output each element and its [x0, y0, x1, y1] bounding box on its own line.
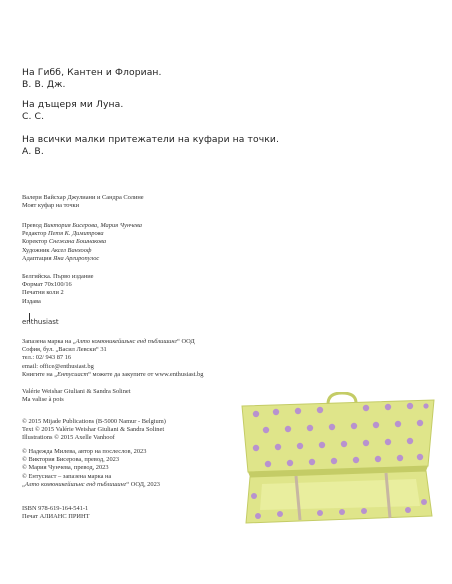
enthusiast-logo: enthusiast [22, 318, 59, 326]
polka-dot-suitcase-illustration [236, 392, 436, 527]
print-sheets-line: Печатни коли 2 [22, 289, 64, 297]
edition-block [22, 273, 94, 306]
dedication-initials: С. С. [22, 111, 45, 122]
dedication-3 [22, 134, 279, 158]
copyright-line: © Виктория Бисерова, превод, 2023 [22, 456, 120, 464]
copyright-line: © Ентусиаст – запазена марка на [22, 472, 112, 480]
copyright-line: © 2015 Mijade Publications (B-5000 Namur - Belgium) [22, 418, 166, 425]
copyright-line: Text © 2015 Valérie Weishar Giuliani & Sandra Solinet [22, 426, 165, 434]
email-line: email: office@enthusiast.bg [22, 362, 94, 370]
dedication-1 [22, 67, 162, 91]
original-copyright-block [22, 418, 166, 443]
dedication-text: На всички малки притежатели на куфари на точки. [22, 134, 279, 145]
credit-editor: Редактор Петя К. Димитрова [22, 230, 104, 238]
logo-mark [29, 313, 30, 322]
publisher-label: Издава [22, 297, 41, 305]
original-title-block [22, 388, 131, 404]
bg-copyright-block [22, 448, 160, 489]
copyright-line: © Надежда Милева, автор на послеслов, 2023 [22, 448, 147, 455]
credit-translation: Превод Виктория Бисерова, Мария Чунчева [22, 222, 142, 229]
copyright-line: Illustrations © 2015 Axelle Vanhoof [22, 434, 115, 442]
isbn-print-block [22, 505, 90, 521]
authors: Валери Вайсхар Джулиани и Сандра Солине [22, 194, 144, 201]
copyright-line: © Мария Чунчева, превод, 2023 [22, 464, 109, 472]
dedication-text: На Гибб, Кантен и Флориан. [22, 67, 162, 78]
original-authors: Valérie Weishar Giuliani & Sandra Solinet [22, 388, 131, 395]
original-title: Ma valise à pois [22, 396, 64, 404]
printer: Печат АЛИАНС ПРИНТ [22, 513, 90, 521]
dedication-text: На дъщеря ми Луна. [22, 99, 124, 110]
credit-illustrator: Художник Аксел Ванхооф [22, 246, 92, 254]
publisher-address-block [22, 338, 203, 379]
edition-line: Белгийска. Първо издание [22, 273, 94, 280]
suitcase-lid [242, 400, 434, 472]
book-title: Моят куфар на точки [22, 202, 80, 210]
dedication-initials: В. В. Дж. [22, 79, 66, 90]
dedication-initials: А. В. [22, 146, 44, 157]
address-line: София, бул. „Васил Левски“ 31 [22, 346, 107, 354]
book-title-block [22, 194, 144, 210]
isbn: ISBN 978-619-164-541-1 [22, 505, 89, 512]
copyright-line: „Алто комюникейшънс енд пъблишинг“ ООД, 2023 [22, 480, 160, 488]
website-line: Книгите на „Ентусиаст“ можете да закупите от www.enthusiast.bg [22, 370, 204, 378]
format-line: Формат 70х100/16 [22, 281, 72, 289]
credit-adaptation: Адаптация Яна Аргиропулос [22, 254, 100, 262]
credit-proofreader: Коректор Снежана Бошнакова [22, 238, 107, 246]
trademark-line: Запазена марка на „Алто комюникейшънс енд пъблишинг“ ООД [22, 338, 195, 345]
phone-line: тел.: 02/ 943 87 16 [22, 354, 72, 362]
dedication-2 [22, 99, 123, 123]
credits-block [22, 222, 142, 263]
suitcase-base-inner [260, 479, 420, 510]
